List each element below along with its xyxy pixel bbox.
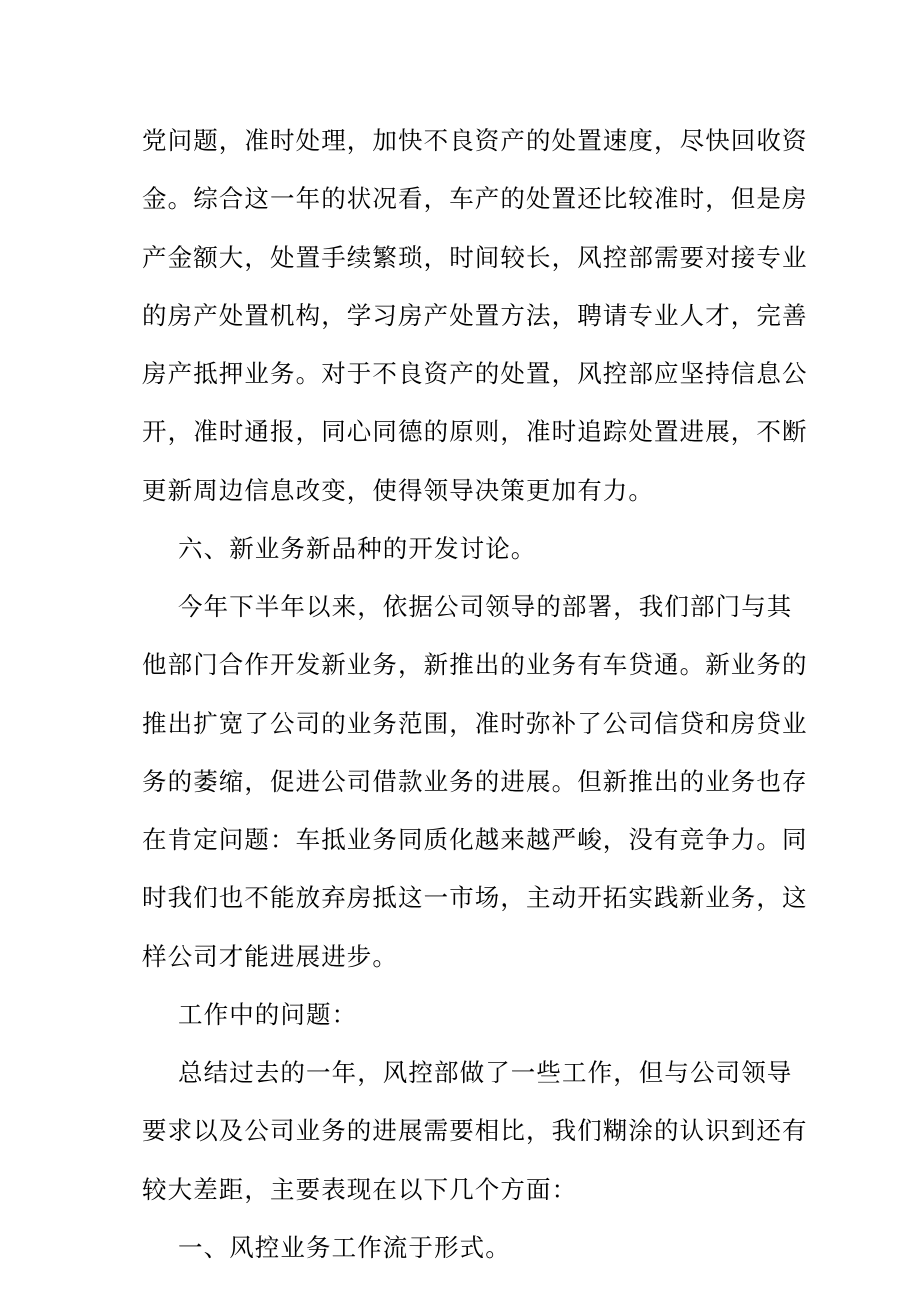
text-line: 推出扩宽了公司的业务范围，准时弥补了公司信贷和房贷业 (142, 709, 808, 738)
text-line: 金。综合这一年的状况看，车产的处置还比较准时，但是房 (142, 184, 808, 213)
section-heading: 六、新业务新品种的开发讨论。 (178, 534, 537, 563)
text-line: 时我们也不能放弃房抵这一市场，主动开拓实践新业务，这 (142, 883, 808, 912)
text-line: 的房产处置机构，学习房产处置方法，聘请专业人才，完善 (142, 301, 808, 330)
text-line: 房产抵押业务。对于不良资产的处置，风控部应坚持信息公 (142, 359, 808, 388)
text-line: 要求以及公司业务的进展需要相比，我们糊涂的认识到还有 (142, 1116, 808, 1145)
text-line: 开，准时通报，同心同德的原则，准时追踪处置进展，不断 (142, 417, 808, 446)
text-line: 在肯定问题：车抵业务同质化越来越严峻，没有竞争力。同 (142, 825, 808, 854)
section-heading: 一、风控业务工作流于形式。 (178, 1233, 511, 1262)
section-heading: 工作中的问题： (178, 1000, 358, 1029)
text-line: 更新周边信息改变，使得领导决策更加有力。 (142, 476, 654, 505)
text-line: 他部门合作开发新业务，新推出的业务有车贷通。新业务的 (142, 650, 808, 679)
text-line: 产金额大，处置手续繁琐，时间较长，风控部需要对接专业 (142, 243, 808, 272)
text-line: 党问题，准时处理，加快不良资产的处置速度，尽快回收资 (142, 126, 808, 155)
text-line: 较大差距，主要表现在以下几个方面： (142, 1175, 578, 1204)
text-line: 总结过去的一年，风控部做了一些工作，但与公司领导 (178, 1058, 793, 1087)
text-line: 务的萎缩，促进公司借款业务的进展。但新推出的业务也存 (142, 767, 808, 796)
text-line: 今年下半年以来，依据公司领导的部署，我们部门与其 (178, 592, 793, 621)
text-line: 样公司才能进展进步。 (142, 942, 398, 971)
